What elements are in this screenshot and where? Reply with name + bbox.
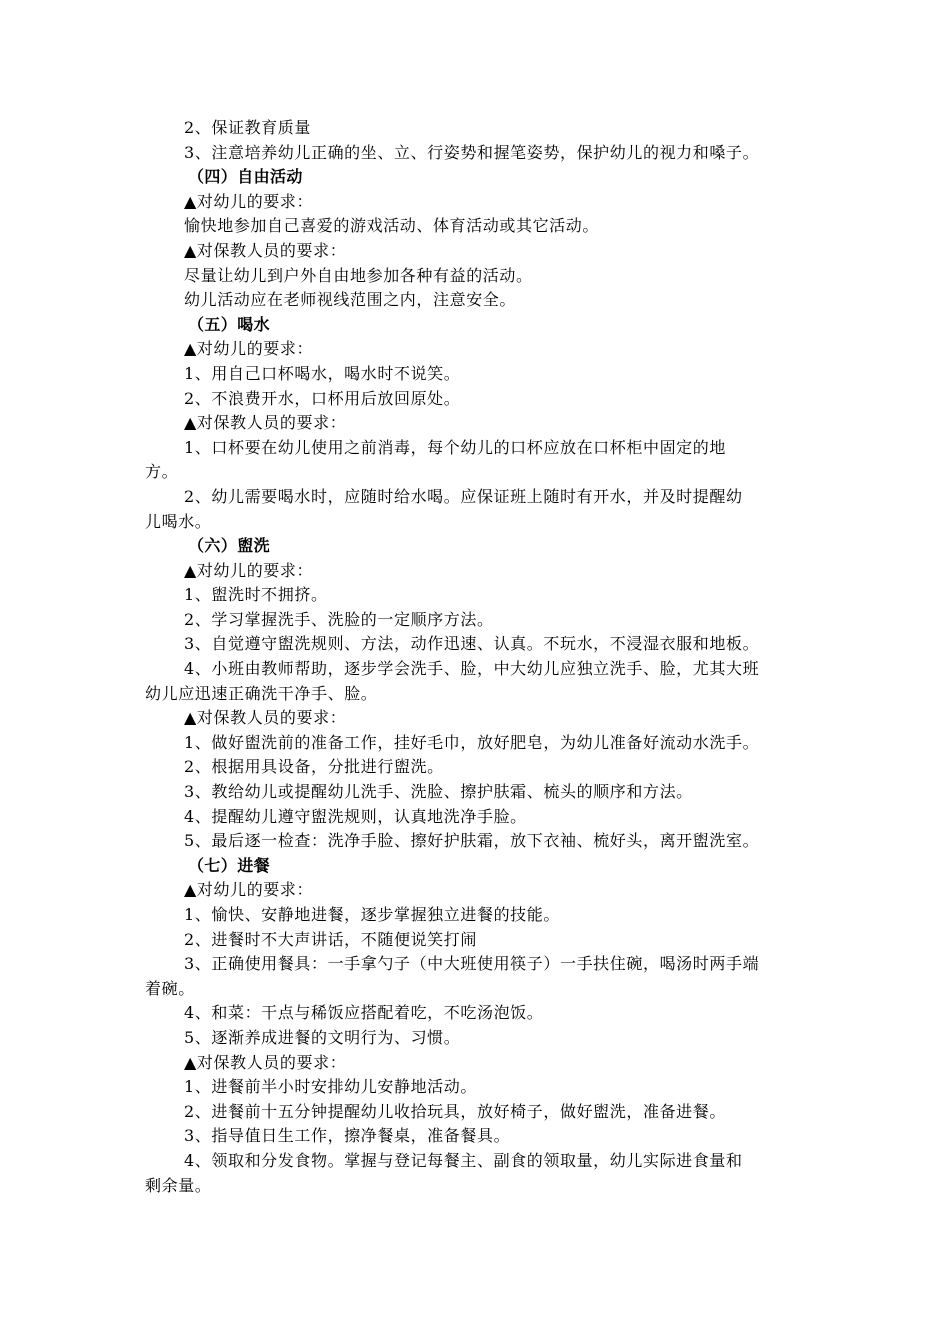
- text-line: 4、和菜：干点与稀饭应搭配着吃，不吃汤泡饭。: [184, 1003, 544, 1023]
- text-line: 3、正确使用餐具：一手拿勺子（中大班使用筷子）一手扶住碗，喝汤时两手端: [184, 954, 760, 974]
- text-line: 3、自觉遵守盥洗规则、方法，动作迅速、认真。不玩水，不浸湿衣服和地板。: [184, 634, 760, 654]
- text-line: 剩余量。: [145, 1175, 212, 1195]
- text-line: ▲对保教人员的要求：: [184, 708, 347, 728]
- text-line: ▲对保教人员的要求：: [184, 1052, 347, 1072]
- text-line: 1、愉快、安静地进餐，逐步掌握独立进餐的技能。: [184, 905, 560, 924]
- section-heading: （六）盥洗: [188, 536, 271, 556]
- text-line: 3、注意培养幼儿正确的坐、立、行姿势和握笔姿势，保护幼儿的视力和嗓子。: [184, 142, 760, 162]
- text-line: 4、小班由教师帮助，逐步学会洗手、脸，中大幼儿应独立洗手、脸，尤其大班: [184, 659, 760, 679]
- text-line: 1、盥洗时不拥挤。: [184, 585, 328, 605]
- text-line: 2、根据用具设备，分批进行盥洗。: [184, 757, 444, 777]
- text-line: ▲对幼儿的要求：: [184, 339, 314, 359]
- text-line: 1、用自己口杯喝水，喝水时不说笑。: [184, 363, 461, 383]
- text-line: 尽量让幼儿到户外自由地参加各种有益的活动。: [184, 265, 533, 285]
- text-line: 4、提醒幼儿遵守盥洗规则，认真地洗净手脸。: [184, 806, 527, 826]
- section-heading: （五）喝水: [188, 314, 271, 334]
- document-page: [0, 116, 950, 1198]
- text-line: 4、领取和分发食物。掌握与登记每餐主、副食的领取量，幼儿实际进食量和: [184, 1150, 743, 1170]
- text-line: 2、学习掌握洗手、洗脸的一定顺序方法。: [184, 609, 494, 629]
- text-line: ▲对保教人员的要求：: [184, 413, 347, 433]
- text-line: 3、教给幼儿或提醒幼儿洗手、洗脸、擦护肤霜、梳头的顺序和方法。: [184, 782, 693, 802]
- text-line: 5、逐渐养成进餐的文明行为、习惯。: [184, 1027, 461, 1047]
- text-line: 1、进餐前半小时安排幼儿安静地活动。: [184, 1077, 477, 1097]
- text-line: 1、做好盥洗前的准备工作，挂好毛巾，放好肥皂，为幼儿准备好流动水洗手。: [184, 732, 760, 752]
- text-line: 5、最后逐一检查：洗净手脸、擦好护肤霜，放下衣袖、梳好头，离开盥洗室。: [184, 831, 760, 851]
- section-heading: （七）进餐: [188, 855, 271, 875]
- text-line: 2、幼儿需要喝水时，应随时给水喝。应保证班上随时有开水，并及时提醒幼: [184, 486, 743, 506]
- section-heading: （四）自由活动: [188, 167, 303, 187]
- text-line: 儿喝水。: [145, 511, 212, 531]
- text-line: 1、口杯要在幼儿使用之前消毒，每个幼儿的口杯应放在口杯柜中固定的地: [184, 437, 726, 457]
- text-line: 2、不浪费开水，口杯用后放回原处。: [184, 388, 461, 408]
- text-line: ▲对幼儿的要求：: [184, 191, 314, 211]
- text-line: 2、保证教育质量: [184, 118, 311, 137]
- text-line: 3、指导值日生工作，擦净餐桌，准备餐具。: [184, 1126, 511, 1146]
- text-line: 2、进餐前十五分钟提醒幼儿收拾玩具，放好椅子，做好盥洗，准备进餐。: [184, 1101, 726, 1121]
- text-line: 幼儿应迅速正确洗干净手、脸。: [145, 683, 378, 703]
- text-line: 2、进餐时不大声讲话，不随便说笑打闹: [184, 929, 477, 949]
- text-line: ▲对保教人员的要求：: [184, 240, 347, 260]
- text-line: 幼儿活动应在老师视线范围之内，注意安全。: [184, 290, 517, 310]
- text-line: ▲对幼儿的要求：: [184, 880, 314, 900]
- text-line: 着碗。: [145, 978, 195, 998]
- text-line: 方。: [145, 462, 179, 482]
- text-line: 愉快地参加自己喜爱的游戏活动、体育活动或其它活动。: [184, 216, 600, 236]
- text-line: ▲对幼儿的要求：: [184, 560, 314, 580]
